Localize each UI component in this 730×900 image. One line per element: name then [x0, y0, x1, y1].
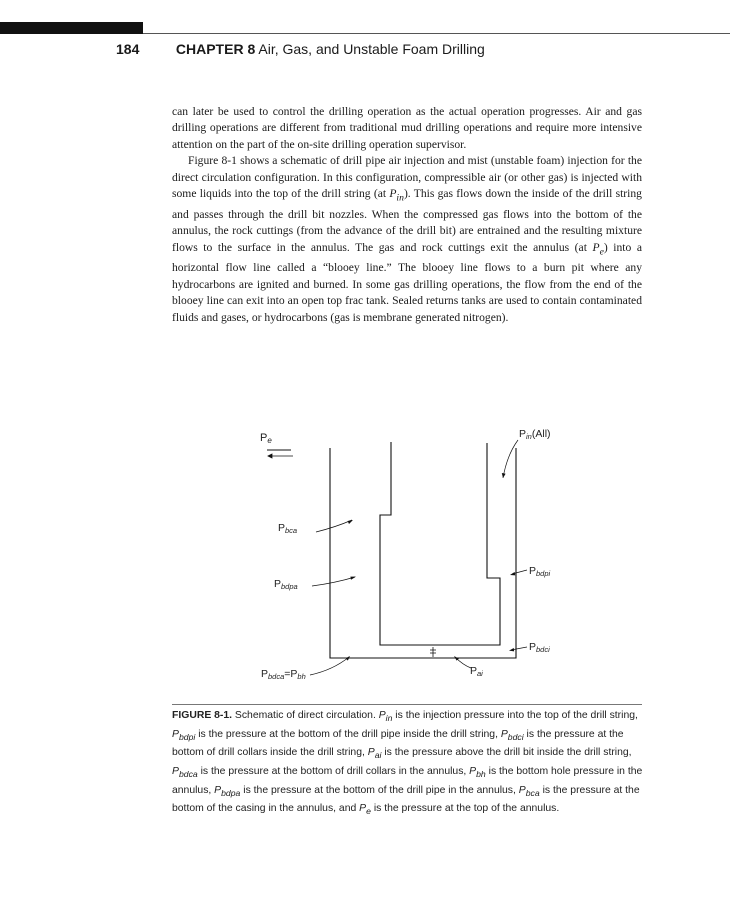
chapter-label: CHAPTER 8	[175, 41, 256, 57]
pbca-arrowhead	[348, 520, 353, 524]
figure-caption	[172, 708, 644, 820]
pin-arrowhead	[502, 473, 506, 478]
pbdca-label: Pbdca=Pbh	[261, 668, 306, 681]
pin-label: Pin(All)	[519, 428, 551, 441]
paragraph-1: can later be used to control the drilling operation as the actual operation progresses. Air and gas drilling operations are different from traditional mud drilling operations and require more intensive attention on the part of the on-site drilling operation supervisor.	[172, 105, 642, 151]
pai-label: Pai	[470, 665, 483, 678]
caption-rule	[172, 704, 642, 705]
pbdci-label: Pbdci	[529, 641, 550, 654]
page-number: 184	[116, 41, 140, 57]
pbdpi-arrowhead	[510, 572, 515, 575]
pbdpi-label: Pbdpi	[529, 565, 551, 578]
chapter-title: Air, Gas, and Unstable Foam Drilling	[258, 41, 485, 57]
pbdci-arrowhead	[509, 648, 514, 651]
pbdca-leader	[310, 657, 349, 675]
pbca-label: Pbca	[278, 522, 298, 535]
pe-label: Pe	[260, 432, 272, 445]
caption-label: FIGURE 8-1.	[172, 710, 233, 721]
exit-arrow	[268, 454, 293, 458]
bit-nozzle	[430, 647, 436, 657]
pbdpa-leader	[312, 577, 355, 586]
pbca-leader	[316, 520, 352, 532]
pbdpa-label: Pbdpa	[274, 578, 298, 591]
caption-text: Schematic of direct circulation. $P_{in}$ is the injection pressure into the top of the drill string, $P_{bdpi}$ is the pressure at the bottom of the drill pipe inside the drill string, $P_{bdci}$ is the pressure at the bottom of drill collars inside the drill string, $P_{ai}$ is the pressure above the drill bit inside the drill string, $P_{bdca}$ is the pressure at the bottom of drill collars in the annulus, $P_{bh}$ is the bottom hole pressure in the annulus, $P_{bdpa}$ is the pressure at the bottom of the drill pipe in the annulus, $P_{bca}$ is the pressure at the bottom of the casing in the annulus, and $P_e$ is the pressure at the top of the annulus.	[172, 710, 643, 817]
paragraph-2: Figure 8-1 shows a schematic of drill pipe air injection and mist (unstable foam) injection for the direct circulation configuration. In this configuration, compressible air (or other gas) is injected with some liquids into the top of the drill string (at $P_{in}$). This gas flows down the inside of the drill string and passes through the drill bit nozzles. When the compressed gas flows into the bottom of the annulus, the rock cuttings (from the advance of the drill bit) are entrained and the resulting mixture flows to the surface in the annulus. The gas and rock cuttings exit the annulus (at $P_e$) into a horizontal flow line called a “blooey line.” The blooey line flows to a burn pit where any hydrocarbons are ignited and burned. In some gas drilling operations, the flow from the end of the blooey line can exit into an open top frac tank. Sealed returns tanks are used to contain contaminated fluids and gases, or hydrocarbons (gas is membrane generated nitrogen).	[172, 154, 642, 324]
pbdpa-arrowhead	[350, 577, 356, 580]
drill-string-wall	[380, 442, 500, 645]
